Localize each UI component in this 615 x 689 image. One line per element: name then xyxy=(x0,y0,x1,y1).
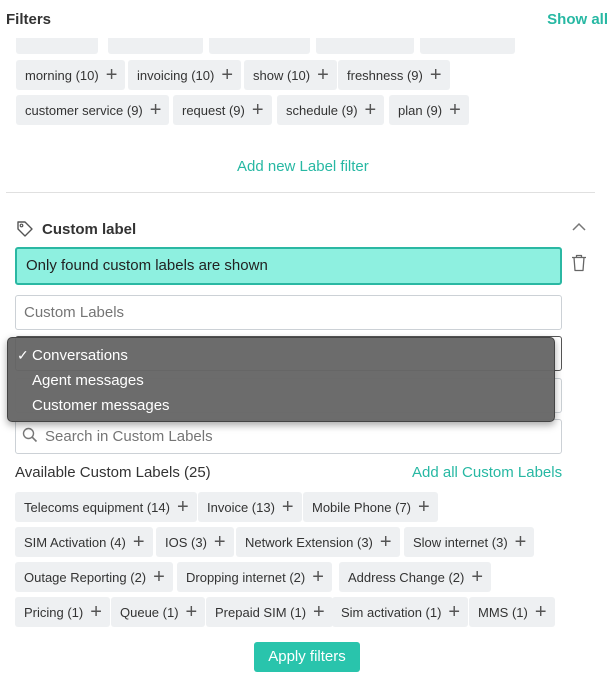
chip-text: Telecoms equipment (14) xyxy=(24,499,170,515)
custom-label-chip[interactable] xyxy=(198,492,302,522)
label-chip-text: invoicing (10) xyxy=(137,67,215,83)
chip-text: Slow internet (3) xyxy=(413,534,508,550)
label-chip[interactable] xyxy=(244,60,337,90)
plus-icon[interactable]: + xyxy=(514,531,527,553)
label-chip-text: morning (10) xyxy=(25,67,99,83)
plus-icon[interactable]: + xyxy=(90,601,102,623)
plus-icon[interactable]: + xyxy=(149,99,162,121)
chip-text: IOS (3) xyxy=(165,534,207,550)
label-chip[interactable] xyxy=(277,95,384,125)
search-icon xyxy=(22,427,38,443)
plus-icon[interactable]: + xyxy=(379,531,392,553)
filters-header xyxy=(0,0,615,38)
custom-label-chip[interactable] xyxy=(177,562,332,592)
apply-filters-button[interactable]: Apply filters xyxy=(254,642,360,672)
chip-text: Invoice (13) xyxy=(207,499,275,515)
custom-label-chip[interactable] xyxy=(332,597,468,627)
custom-label-chip[interactable] xyxy=(15,597,110,627)
chip-text: Outage Reporting (2) xyxy=(24,569,147,585)
custom-label-chip[interactable] xyxy=(206,597,333,627)
checkmark-icon: ✓ xyxy=(17,347,29,363)
custom-label-chip[interactable] xyxy=(303,492,438,522)
partial-chip[interactable] xyxy=(316,38,414,54)
plus-icon[interactable]: + xyxy=(364,99,377,121)
custom-label-chip[interactable] xyxy=(469,597,555,627)
plus-icon[interactable]: + xyxy=(281,496,294,518)
plus-icon[interactable]: + xyxy=(471,566,484,588)
chip-text: Mobile Phone (7) xyxy=(312,499,411,515)
plus-icon[interactable]: + xyxy=(418,496,430,518)
label-chip[interactable] xyxy=(338,60,450,90)
plus-icon[interactable]: + xyxy=(313,601,325,623)
chevron-up-icon[interactable] xyxy=(572,222,586,232)
plus-icon[interactable]: + xyxy=(132,531,145,553)
chip-text: Address Change (2) xyxy=(348,569,465,585)
label-chip[interactable] xyxy=(173,95,272,125)
custom-label-chip[interactable] xyxy=(156,527,234,557)
add-new-label-filter-link[interactable]: Add new Label filter xyxy=(237,158,369,175)
plus-icon[interactable]: + xyxy=(213,531,226,553)
label-chip-text: customer service (9) xyxy=(25,102,143,118)
dropdown-option-agent-messages[interactable] xyxy=(8,368,554,393)
custom-label-chip[interactable] xyxy=(236,527,400,557)
plus-icon[interactable]: + xyxy=(312,566,324,588)
chip-text: Prepaid SIM (1) xyxy=(215,604,307,620)
custom-labels-input[interactable] xyxy=(15,295,562,330)
label-chip-text: request (9) xyxy=(182,102,245,118)
custom-label-chip[interactable] xyxy=(15,492,197,522)
chip-text: MMS (1) xyxy=(478,604,528,620)
label-chip-text: schedule (9) xyxy=(286,102,358,118)
custom-label-heading xyxy=(16,220,136,238)
partial-chip[interactable] xyxy=(108,38,203,54)
search-custom-labels-input[interactable] xyxy=(15,419,562,454)
custom-label-notice: Only found custom labels are shown xyxy=(15,247,562,285)
custom-label-chip[interactable] xyxy=(15,562,173,592)
label-chip-text: plan (9) xyxy=(398,102,443,118)
custom-label-chip[interactable] xyxy=(404,527,534,557)
chip-text: Network Extension (3) xyxy=(245,534,373,550)
plus-icon[interactable]: + xyxy=(153,566,165,588)
chip-text: Sim activation (1) xyxy=(341,604,442,620)
partial-chip[interactable] xyxy=(420,38,515,54)
partial-chip[interactable] xyxy=(209,38,310,54)
partial-chip[interactable] xyxy=(16,38,98,54)
label-chip[interactable] xyxy=(128,60,241,90)
custom-label-chip[interactable] xyxy=(339,562,491,592)
plus-icon[interactable]: + xyxy=(185,601,198,623)
chip-text: Dropping internet (2) xyxy=(186,569,306,585)
dropdown-option-customer-messages[interactable] xyxy=(8,393,554,418)
custom-label-chip[interactable] xyxy=(111,597,205,627)
plus-icon[interactable]: + xyxy=(105,64,118,86)
option-label: Agent messages xyxy=(32,372,144,389)
add-all-custom-labels-link[interactable]: Add all Custom Labels xyxy=(412,464,563,481)
plus-icon[interactable]: + xyxy=(251,99,264,121)
plus-icon[interactable]: + xyxy=(221,64,234,86)
section-divider xyxy=(6,192,595,193)
custom-label-chip[interactable] xyxy=(15,527,153,557)
custom-label-title: Custom label xyxy=(42,220,137,238)
tag-icon xyxy=(16,220,34,238)
show-all-link[interactable]: Show all xyxy=(547,11,608,28)
label-chip[interactable] xyxy=(16,95,169,125)
label-chip-text: freshness (9) xyxy=(347,67,423,83)
dropdown-option-conversations[interactable] xyxy=(8,343,554,368)
label-chip[interactable] xyxy=(389,95,469,125)
option-label: Conversations xyxy=(32,347,128,364)
plus-icon[interactable]: + xyxy=(534,601,547,623)
trash-icon[interactable] xyxy=(571,254,587,272)
chip-text: SIM Activation (4) xyxy=(24,534,126,550)
chip-text: Pricing (1) xyxy=(24,604,84,620)
plus-icon[interactable]: + xyxy=(429,64,442,86)
chip-text: Queue (1) xyxy=(120,604,179,620)
label-chip-text: show (10) xyxy=(253,67,311,83)
filters-title: Filters xyxy=(6,11,52,28)
plus-icon[interactable]: + xyxy=(448,601,461,623)
option-label: Customer messages xyxy=(32,397,170,414)
label-chip[interactable] xyxy=(16,60,125,90)
plus-icon[interactable]: + xyxy=(176,496,189,518)
message-type-dropdown[interactable] xyxy=(7,337,555,422)
plus-icon[interactable]: + xyxy=(449,99,461,121)
available-custom-labels-title: Available Custom Labels (25) xyxy=(15,464,211,481)
plus-icon[interactable]: + xyxy=(317,64,329,86)
